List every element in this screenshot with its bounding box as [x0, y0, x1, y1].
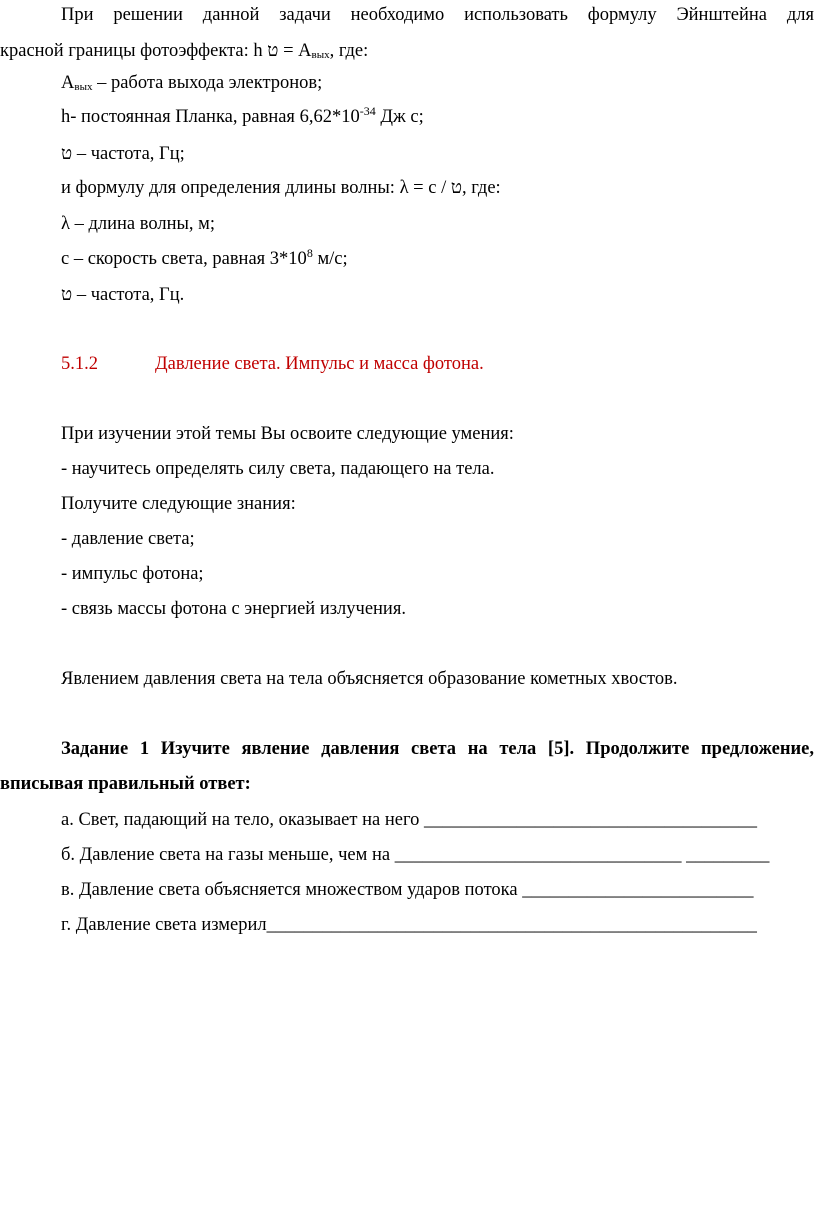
knowledge-item-2: - импульс фотона;: [61, 564, 204, 584]
task-heading-line2: вписывая правильный ответ:: [0, 774, 251, 794]
task-heading-line1: Задание 1 Изучите явление давления света на тела [5]. Продолжите предложение,: [61, 739, 814, 759]
symbol-a-subscript: вых: [74, 81, 93, 93]
knowledge-intro: Получите следующие знания:: [61, 494, 296, 514]
task-item-a[interactable]: а. Свет, падающий на тело, оказывает на него ____________________________________: [61, 810, 757, 830]
speed-text: с – скорость света, равная 3*10: [61, 249, 307, 269]
definition-frequency-2: ט – частота, Гц.: [61, 285, 185, 305]
formula-tail: , где:: [329, 41, 369, 61]
symbol-a: A: [61, 73, 75, 93]
task-item-c[interactable]: в. Давление света объясняется множеством ударов потока _________________________: [61, 880, 754, 900]
section-title: Давление света. Импульс и масса фотона.: [155, 354, 484, 374]
planck-exponent: -34: [359, 104, 376, 118]
speed-exponent: 8: [306, 246, 313, 260]
wavelength-formula: и формулу для определения длины волны: λ = с / ט, где:: [61, 178, 501, 198]
task-item-b[interactable]: б. Давление света на газы меньше, чем на _______________________________ _________: [61, 845, 770, 865]
formula-subscript: вых: [311, 49, 330, 61]
definition-speed-of-light: [61, 248, 348, 270]
paragraph-intro-line2: [0, 40, 368, 66]
speed-unit: м/с;: [312, 249, 348, 269]
planck-unit: Дж с;: [375, 107, 424, 127]
skills-intro: При изучении этой темы Вы освоите следующие умения:: [61, 424, 514, 444]
comet-tails-paragraph: Явлением давления света на тела объясняется образование кометных хвостов.: [61, 669, 678, 689]
definition-a-text: – работа выхода электронов;: [92, 73, 323, 93]
formula-text: красной границы фотоэффекта: h ט = A: [0, 41, 312, 61]
definition-frequency: ט – частота, Гц;: [61, 144, 185, 164]
definition-work-function: [61, 72, 322, 98]
planck-text: h- постоянная Планка, равная 6,62*10: [61, 107, 360, 127]
task-item-d[interactable]: г. Давление света измерил_____________________________________________________: [61, 915, 757, 935]
knowledge-item-3: - связь массы фотона с энергией излучения.: [61, 599, 406, 619]
paragraph-intro-line1: При решении данной задачи необходимо использовать формулу Эйнштейна для: [61, 5, 814, 25]
skills-item-1: - научитесь определять силу света, падающего на тела.: [61, 459, 495, 479]
definition-planck: [61, 106, 424, 128]
section-number: 5.1.2: [61, 354, 98, 374]
section-heading: [61, 353, 484, 375]
knowledge-item-1: - давление света;: [61, 529, 195, 549]
definition-wavelength: λ – длина волны, м;: [61, 214, 216, 234]
